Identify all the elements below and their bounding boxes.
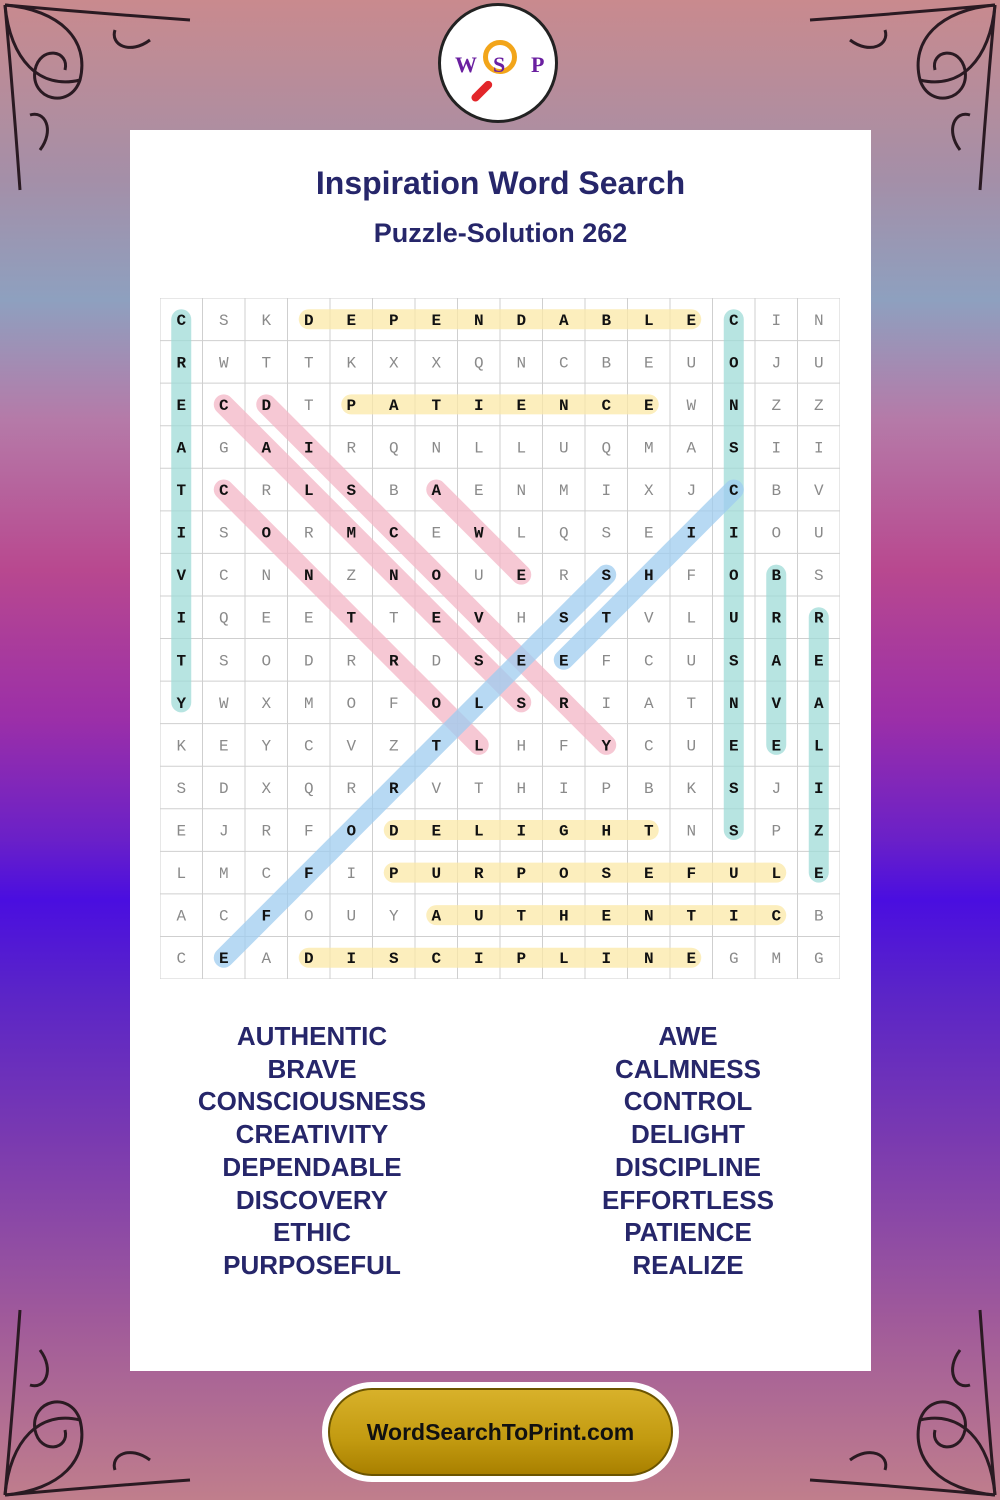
grid-cell-letter[interactable]: O <box>303 907 314 926</box>
grid-cell-letter[interactable]: G <box>558 822 569 841</box>
grid-cell-letter[interactable]: F <box>558 737 569 756</box>
grid-cell-letter[interactable]: Y <box>176 694 187 713</box>
grid-cell-letter[interactable]: C <box>601 396 612 415</box>
word-list-item: PATIENCE <box>624 1217 752 1248</box>
grid-cell-letter[interactable]: V <box>431 779 442 798</box>
word-list-item: AWE <box>658 1021 718 1051</box>
grid-cell-letter[interactable]: F <box>601 652 612 671</box>
grid-cell-letter[interactable]: E <box>686 311 697 330</box>
grid-cell-letter[interactable]: T <box>516 907 527 926</box>
grid-cell-letter[interactable]: U <box>813 524 824 543</box>
grid-cell-letter[interactable]: S <box>176 779 187 798</box>
grid-cell-letter[interactable]: O <box>261 652 272 671</box>
grid-cell-letter[interactable]: A <box>431 482 442 501</box>
grid-cell-letter[interactable]: V <box>176 567 187 586</box>
grid-cell-letter[interactable]: T <box>303 396 314 415</box>
grid-cell-letter[interactable]: M <box>346 524 357 543</box>
grid-cell-letter[interactable]: P <box>388 865 399 884</box>
word-list-item: AUTHENTIC <box>236 1021 388 1051</box>
grid-cell-letter[interactable]: Z <box>771 396 782 415</box>
grid-cell-letter[interactable]: Z <box>813 822 824 841</box>
grid-cell-letter[interactable]: R <box>176 354 187 373</box>
grid-cell-letter[interactable]: E <box>643 524 654 543</box>
grid-cell-letter[interactable]: A <box>388 396 399 415</box>
grid-cell-letter[interactable]: R <box>813 609 824 628</box>
grid-cell-letter[interactable]: R <box>346 439 357 458</box>
grid-cell-letter[interactable]: S <box>728 439 739 458</box>
grid-cell-letter[interactable]: K <box>176 737 187 756</box>
word-list-item: PURPOSEFUL <box>223 1249 401 1280</box>
grid-cell-letter[interactable]: N <box>643 907 654 926</box>
grid-cell-letter[interactable]: C <box>558 354 569 373</box>
grid-cell-letter[interactable]: Y <box>601 737 612 756</box>
grid-cell-letter[interactable]: V <box>771 694 782 713</box>
word-list-item: DISCIPLINE <box>615 1151 761 1182</box>
grid-cell-letter[interactable]: M <box>643 439 654 458</box>
grid-cell-letter[interactable]: T <box>431 396 442 415</box>
magnifier-handle <box>470 79 494 103</box>
logo-letter-w: W <box>455 52 477 77</box>
grid-cell-letter[interactable]: O <box>431 567 442 586</box>
grid-cell-letter[interactable]: E <box>431 609 442 628</box>
grid-cell-letter[interactable]: E <box>431 524 442 543</box>
grid-cell-letter[interactable]: C <box>303 737 314 756</box>
grid-cell-letter[interactable]: N <box>728 396 739 415</box>
grid-cell-letter[interactable]: Y <box>261 737 272 756</box>
grid-cell-letter[interactable]: T <box>261 354 272 373</box>
grid-cell-letter[interactable]: R <box>346 779 357 798</box>
grid-cell-letter[interactable]: E <box>176 396 187 415</box>
grid-cell-letter[interactable]: R <box>388 779 399 798</box>
grid-cell-letter[interactable]: X <box>643 482 654 501</box>
grid-cell-letter[interactable]: I <box>558 779 569 798</box>
grid-cell-letter[interactable]: C <box>176 311 187 330</box>
grid-cell-letter[interactable]: I <box>346 865 357 884</box>
grid-cell-letter[interactable]: U <box>686 737 697 756</box>
grid-cell-letter[interactable]: Q <box>558 524 569 543</box>
grid-cell-letter[interactable]: U <box>728 865 739 884</box>
grid-cell-letter[interactable]: I <box>601 694 612 713</box>
grid-cell-letter[interactable]: R <box>261 482 272 501</box>
grid-cell-letter[interactable]: X <box>261 779 272 798</box>
grid-cell-letter[interactable]: I <box>516 822 527 841</box>
grid-cell-letter[interactable]: L <box>473 694 484 713</box>
site-link-label: WordSearchToPrint.com <box>328 1388 673 1476</box>
word-list-item: REALIZE <box>632 1249 744 1280</box>
grid-cell-letter[interactable]: U <box>728 609 739 628</box>
grid-cell-letter[interactable]: F <box>686 865 697 884</box>
word-list-item: BRAVE <box>267 1053 357 1084</box>
grid-cell-letter[interactable]: U <box>558 439 569 458</box>
grid-cell-letter[interactable]: E <box>431 822 442 841</box>
grid-cell-letter[interactable]: C <box>218 907 229 926</box>
grid-cell-letter[interactable]: N <box>516 354 527 373</box>
grid-cell-letter[interactable]: E <box>601 907 612 926</box>
grid-cell-letter[interactable]: L <box>686 609 697 628</box>
grid-cell-letter[interactable]: H <box>558 907 569 926</box>
grid-cell-letter[interactable]: O <box>728 354 739 373</box>
grid-cell-letter[interactable]: E <box>728 737 739 756</box>
grid-cell-letter[interactable]: C <box>218 482 229 501</box>
grid-cell-letter[interactable]: Z <box>388 737 399 756</box>
grid-cell-letter[interactable]: C <box>643 652 654 671</box>
grid-cell-letter[interactable]: U <box>473 907 484 926</box>
grid-cell-letter[interactable]: E <box>558 652 569 671</box>
grid-cell-letter[interactable]: T <box>473 779 484 798</box>
grid-cell-letter[interactable]: P <box>388 311 399 330</box>
grid-cell-letter[interactable]: U <box>346 907 357 926</box>
grid-cell-letter[interactable]: N <box>388 567 399 586</box>
grid-cell-letter[interactable]: R <box>346 652 357 671</box>
grid-cell-letter[interactable]: F <box>261 907 272 926</box>
grid-cell-letter[interactable]: R <box>558 694 569 713</box>
grid-cell-letter[interactable]: S <box>601 567 612 586</box>
grid-cell-letter[interactable]: Q <box>218 609 229 628</box>
grid-cell-letter[interactable]: S <box>601 865 612 884</box>
grid-cell-letter[interactable]: E <box>643 865 654 884</box>
grid-cell-letter[interactable]: N <box>261 567 272 586</box>
word-list-item: CONSCIOUSNESS <box>197 1086 427 1117</box>
grid-cell-letter[interactable]: U <box>473 567 484 586</box>
grid-cell-letter[interactable]: A <box>643 694 654 713</box>
grid-cell-letter[interactable]: X <box>388 354 399 373</box>
grid-cell-letter[interactable]: E <box>303 609 314 628</box>
grid-cell-letter[interactable]: N <box>643 950 654 969</box>
grid-cell-letter[interactable]: I <box>346 950 357 969</box>
grid-cell-letter[interactable]: T <box>346 609 357 628</box>
grid-cell-letter[interactable]: O <box>728 567 739 586</box>
grid-cell-letter[interactable]: R <box>261 822 272 841</box>
grid-cell-letter[interactable]: V <box>813 482 824 501</box>
grid-cell-letter[interactable]: Q <box>473 354 484 373</box>
grid-cell-letter[interactable]: H <box>601 822 612 841</box>
grid-cell-letter[interactable]: L <box>176 865 187 884</box>
grid-cell-letter[interactable]: D <box>303 311 314 330</box>
site-link-button[interactable] <box>322 1382 679 1482</box>
grid-cell-letter[interactable]: R <box>473 865 484 884</box>
grid-cell-letter[interactable]: O <box>261 524 272 543</box>
grid-cell-letter[interactable]: T <box>303 354 314 373</box>
grid-cell-letter[interactable]: W <box>218 354 229 373</box>
grid-cell-letter[interactable]: H <box>516 779 527 798</box>
word-list-item: DISCOVERY <box>235 1184 389 1215</box>
grid-cell-letter[interactable]: B <box>771 482 782 501</box>
grid-cell-letter[interactable]: D <box>303 950 314 969</box>
grid-cell-letter[interactable]: E <box>771 737 782 756</box>
grid-cell-letter[interactable]: E <box>218 737 229 756</box>
grid-cell-letter[interactable]: L <box>771 865 782 884</box>
grid-cell-letter[interactable]: R <box>771 609 782 628</box>
grid-cell-letter[interactable]: X <box>431 354 442 373</box>
grid-cell-letter[interactable]: G <box>218 439 229 458</box>
grid-cell-letter[interactable]: M <box>558 482 569 501</box>
grid-cell-letter[interactable]: S <box>218 524 229 543</box>
grid-cell-letter[interactable]: I <box>176 524 187 543</box>
grid-cell-letter[interactable]: T <box>643 822 654 841</box>
grid-cell-letter[interactable]: V <box>473 609 484 628</box>
grid-cell-letter[interactable]: X <box>261 694 272 713</box>
grid-cell-letter[interactable]: Y <box>388 907 399 926</box>
grid-cell-letter[interactable]: L <box>473 737 484 756</box>
grid-cell-letter[interactable]: C <box>218 567 229 586</box>
grid-cell-letter[interactable]: T <box>388 609 399 628</box>
grid-cell-letter[interactable]: Z <box>813 396 824 415</box>
grid-cell-letter[interactable]: E <box>516 652 527 671</box>
grid-cell-letter[interactable]: S <box>218 652 229 671</box>
grid-cell-letter[interactable]: S <box>473 652 484 671</box>
grid-cell-letter[interactable]: B <box>643 779 654 798</box>
word-list-left <box>132 1020 492 1282</box>
grid-cell-letter[interactable]: H <box>516 737 527 756</box>
grid-cell-letter[interactable]: C <box>728 311 739 330</box>
grid-cell-letter[interactable]: I <box>813 779 824 798</box>
grid-cell-letter[interactable]: F <box>388 694 399 713</box>
grid-cell-letter[interactable]: I <box>601 482 612 501</box>
grid-cell-letter[interactable]: A <box>771 652 782 671</box>
page-subtitle: Puzzle-Solution 262 <box>373 218 628 248</box>
grid-cell-letter[interactable]: D <box>516 311 527 330</box>
grid-cell-letter[interactable]: P <box>771 822 782 841</box>
word-list-item: ETHIC <box>273 1217 351 1248</box>
grid-cell-letter[interactable]: K <box>686 779 697 798</box>
grid-cell-letter[interactable]: A <box>176 439 187 458</box>
grid-cell-letter[interactable]: D <box>303 652 314 671</box>
grid-cell-letter[interactable]: J <box>771 779 782 798</box>
grid-cell-letter[interactable]: R <box>558 567 569 586</box>
grid-cell-letter[interactable]: S <box>346 482 357 501</box>
grid-cell-letter[interactable]: N <box>686 822 697 841</box>
logo-letter-p: P <box>531 52 545 77</box>
grid-cell-letter[interactable]: L <box>643 311 654 330</box>
grid-cell-letter[interactable]: R <box>388 652 399 671</box>
grid-cell-letter[interactable]: W <box>473 524 484 543</box>
grid-cell-letter[interactable]: P <box>516 950 527 969</box>
grid-cell-letter[interactable]: N <box>813 311 824 330</box>
grid-cell-letter[interactable]: G <box>728 950 739 969</box>
grid-cell-letter[interactable]: D <box>261 396 272 415</box>
grid-cell-letter[interactable]: L <box>473 439 484 458</box>
grid-cell-letter[interactable]: S <box>388 950 399 969</box>
grid-cell-letter[interactable]: M <box>771 950 782 969</box>
grid-cell-letter[interactable]: N <box>473 311 484 330</box>
grid-cell-letter[interactable]: O <box>558 865 569 884</box>
grid-cell-letter[interactable]: A <box>176 907 187 926</box>
grid-cell-letter[interactable]: C <box>431 950 442 969</box>
grid-cell-letter[interactable]: U <box>431 865 442 884</box>
word-list-item: EFFORTLESS <box>602 1184 774 1215</box>
grid-cell-letter[interactable]: K <box>346 354 357 373</box>
grid-cell-letter[interactable]: E <box>813 652 824 671</box>
grid-cell-letter[interactable]: S <box>601 524 612 543</box>
grid-cell-letter[interactable]: E <box>176 822 187 841</box>
grid-cell-letter[interactable]: S <box>218 311 229 330</box>
grid-cell-letter[interactable]: L <box>516 524 527 543</box>
grid-cell-letter[interactable]: H <box>643 567 654 586</box>
grid-cell-letter[interactable]: Q <box>303 779 314 798</box>
grid-cell-letter[interactable]: A <box>558 311 569 330</box>
grid-cell-letter[interactable]: K <box>261 311 272 330</box>
grid-cell-letter[interactable]: W <box>218 694 229 713</box>
grid-cell-letter[interactable]: P <box>346 396 357 415</box>
word-list-right <box>508 1020 868 1282</box>
grid-cell-letter[interactable]: L <box>473 822 484 841</box>
grid-cell-letter[interactable]: Z <box>346 567 357 586</box>
grid-cell-letter[interactable]: D <box>431 652 442 671</box>
grid-cell-letter[interactable]: U <box>686 354 697 373</box>
grid-cell-letter[interactable]: C <box>388 524 399 543</box>
grid-cell-letter[interactable]: S <box>728 822 739 841</box>
grid-cell-letter[interactable]: I <box>686 524 697 543</box>
grid-cell-letter[interactable]: A <box>261 439 272 458</box>
grid-cell-letter[interactable]: T <box>686 694 697 713</box>
grid-cell-letter[interactable]: S <box>728 779 739 798</box>
grid-cell-letter[interactable]: O <box>346 822 357 841</box>
grid-cell-letter[interactable]: U <box>686 652 697 671</box>
grid-cell-letter[interactable]: T <box>686 907 697 926</box>
grid-cell-letter[interactable]: E <box>431 311 442 330</box>
grid-cell-letter[interactable]: L <box>813 737 824 756</box>
grid-cell-letter[interactable]: T <box>601 609 612 628</box>
grid-cell-letter[interactable]: B <box>388 482 399 501</box>
grid-cell-letter[interactable]: O <box>431 694 442 713</box>
grid-cell-letter[interactable]: J <box>218 822 229 841</box>
grid-cell-letter[interactable]: Q <box>388 439 399 458</box>
grid-cell-letter[interactable]: E <box>261 609 272 628</box>
page-title: Inspiration Word Search <box>315 165 686 201</box>
grid-cell-letter[interactable]: A <box>813 694 824 713</box>
grid-cell-letter[interactable]: H <box>516 609 527 628</box>
grid-cell-letter[interactable]: C <box>261 865 272 884</box>
grid-cell-letter[interactable]: A <box>686 439 697 458</box>
grid-cell-letter[interactable]: I <box>728 524 739 543</box>
grid-cell-letter[interactable]: D <box>388 822 399 841</box>
grid-cell-letter[interactable]: E <box>643 396 654 415</box>
word-list-item: CREATIVITY <box>235 1119 389 1150</box>
grid-cell-letter[interactable]: A <box>261 950 272 969</box>
grid-cell-letter[interactable]: G <box>813 950 824 969</box>
grid-cell-letter[interactable]: M <box>303 694 314 713</box>
grid-cell-letter[interactable]: M <box>218 865 229 884</box>
grid-cell-letter[interactable]: E <box>516 567 527 586</box>
grid-cell-letter[interactable]: I <box>601 950 612 969</box>
word-list-item: DEPENDABLE <box>222 1151 402 1182</box>
grid-cell-letter[interactable]: B <box>771 567 782 586</box>
grid-cell-letter[interactable]: E <box>686 950 697 969</box>
grid-cell-letter[interactable]: L <box>303 482 314 501</box>
grid-cell-letter[interactable]: N <box>431 439 442 458</box>
grid-cell-letter[interactable]: T <box>431 737 442 756</box>
grid-cell-letter[interactable]: C <box>728 482 739 501</box>
grid-cell-letter[interactable]: E <box>346 311 357 330</box>
grid-cell-letter[interactable]: C <box>176 950 187 969</box>
grid-cell-letter[interactable]: O <box>771 524 782 543</box>
grid-cell-letter[interactable]: F <box>686 567 697 586</box>
grid-cell-letter[interactable]: J <box>771 354 782 373</box>
grid-cell-letter[interactable]: E <box>643 354 654 373</box>
grid-cell-letter[interactable]: J <box>686 482 697 501</box>
grid-cell-letter[interactable]: I <box>176 609 187 628</box>
grid-cell-letter[interactable]: N <box>303 567 314 586</box>
word-list-item: DELIGHT <box>630 1119 746 1150</box>
grid-cell-letter[interactable]: O <box>346 694 357 713</box>
word-list-item: CALMNESS <box>615 1053 761 1084</box>
grid-cell-letter[interactable]: R <box>303 524 314 543</box>
grid-cell-letter[interactable]: B <box>601 354 612 373</box>
grid-cell-letter[interactable]: L <box>516 439 527 458</box>
site-logo[interactable] <box>438 3 558 123</box>
grid-cell-letter[interactable]: E <box>813 865 824 884</box>
grid-cell-letter[interactable]: P <box>516 865 527 884</box>
grid-cell-letter[interactable]: I <box>771 439 782 458</box>
grid-cell-letter[interactable]: I <box>771 311 782 330</box>
grid-cell-letter[interactable]: N <box>728 694 739 713</box>
grid-cell-letter[interactable]: C <box>643 737 654 756</box>
word-list-item: CONTROL <box>623 1086 753 1117</box>
grid-cell-letter[interactable]: S <box>728 652 739 671</box>
grid-cell-letter[interactable]: A <box>431 907 442 926</box>
grid-cell-letter[interactable]: W <box>686 396 697 415</box>
grid-cell-letter[interactable]: E <box>473 482 484 501</box>
grid-cell-letter[interactable]: C <box>218 396 229 415</box>
grid-cell-letter[interactable]: T <box>176 652 187 671</box>
grid-cell-letter[interactable]: F <box>303 865 314 884</box>
word-search-grid <box>160 298 840 979</box>
grid-cell-letter[interactable]: B <box>813 907 824 926</box>
grid-cell-letter[interactable]: U <box>813 354 824 373</box>
grid-cell-letter[interactable]: V <box>346 737 357 756</box>
grid-cell-letter[interactable]: I <box>473 396 484 415</box>
grid-cell-letter[interactable]: E <box>516 396 527 415</box>
grid-cell-letter[interactable]: I <box>813 439 824 458</box>
grid-cell-letter[interactable]: T <box>176 482 187 501</box>
logo-letter-s: S <box>493 52 506 77</box>
grid-cell-letter[interactable]: S <box>516 694 527 713</box>
grid-cell-letter[interactable]: E <box>218 950 229 969</box>
grid-cell-letter[interactable]: B <box>601 311 612 330</box>
grid-cell-letter[interactable]: V <box>643 609 654 628</box>
grid-cell-letter[interactable]: N <box>516 482 527 501</box>
grid-cell-letter[interactable]: C <box>771 907 782 926</box>
grid-cell-letter[interactable]: D <box>218 779 229 798</box>
grid-cell-letter[interactable]: I <box>303 439 314 458</box>
grid-cell-letter[interactable]: S <box>558 609 569 628</box>
grid-cell-letter[interactable]: L <box>558 950 569 969</box>
grid-cell-letter[interactable]: Q <box>601 439 612 458</box>
grid-cell-letter[interactable]: N <box>558 396 569 415</box>
grid-cell-letter[interactable]: S <box>813 567 824 586</box>
grid-cell-letter[interactable]: P <box>601 779 612 798</box>
grid-cell-letter[interactable]: F <box>303 822 314 841</box>
grid-cell-letter[interactable]: I <box>728 907 739 926</box>
grid-cell-letter[interactable]: I <box>473 950 484 969</box>
